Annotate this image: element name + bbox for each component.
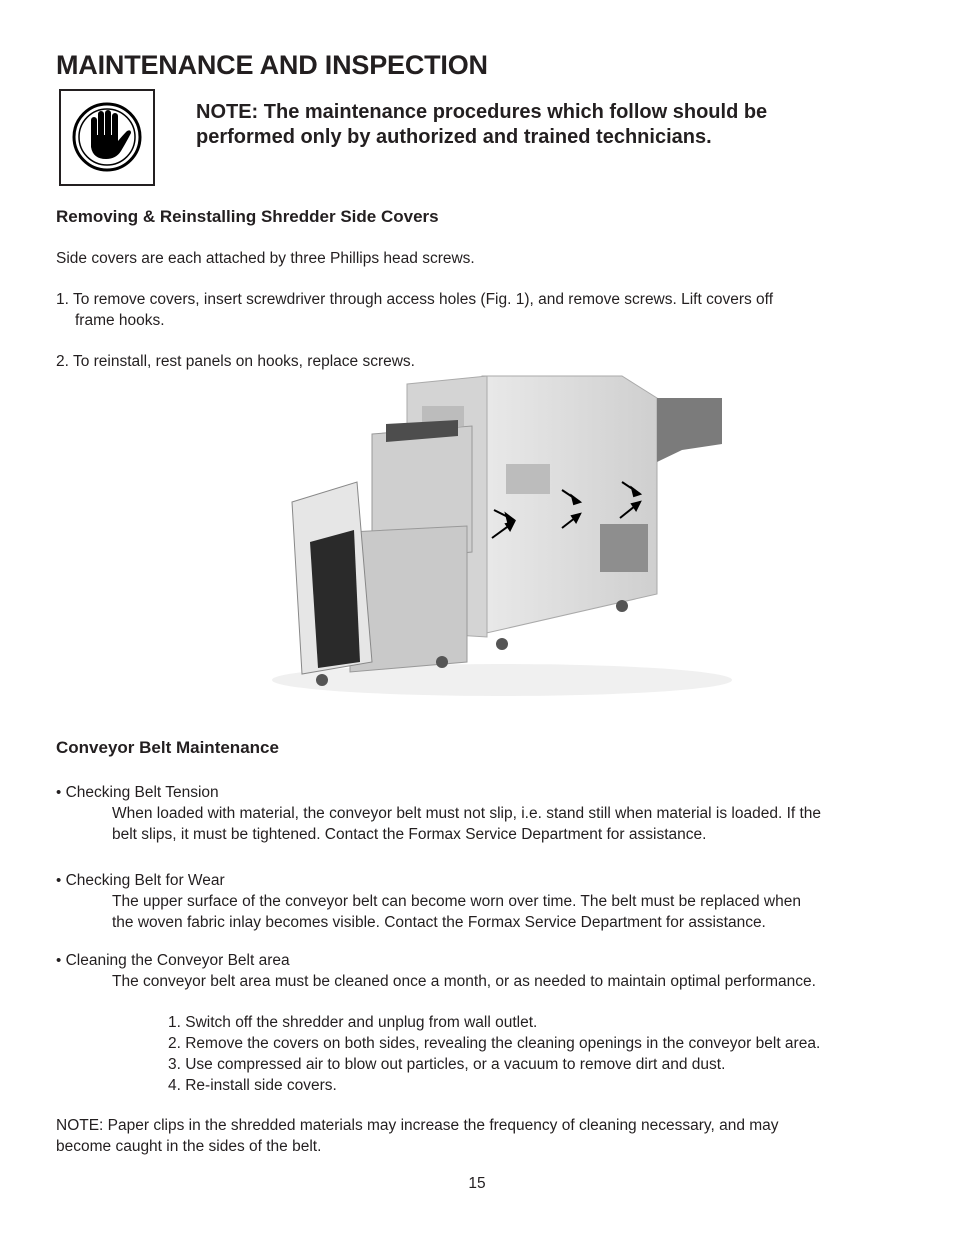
belt-wear-item — [56, 870, 225, 891]
belt-tension-item — [56, 782, 219, 803]
cleaning-step: 2. Remove the covers on both sides, revealing the cleaning openings in the conveyor belt area. — [168, 1035, 821, 1052]
authorized-technician-note — [196, 100, 876, 150]
note-line-1: NOTE: The maintenance procedures which follow should be — [196, 101, 768, 123]
belt-tension-title: Checking Belt Tension — [65, 784, 219, 801]
shredder-photo — [262, 362, 738, 702]
remove-covers-step — [56, 289, 916, 331]
final-note-line1: NOTE: Paper clips in the shredded materials may increase the frequency of cleaning necessary, and may — [56, 1117, 779, 1134]
belt-wear-line2: the woven fabric inlay becomes visible. Contact the Formax Service Department for assistance. — [112, 914, 766, 931]
bullet: • — [56, 872, 62, 889]
note-line-2: performed only by authorized and trained technicians. — [196, 126, 712, 148]
cleaning-steps-list — [168, 1012, 928, 1096]
belt-wear-line1: The upper surface of the conveyor belt can become worn over time. The belt must be replaced when — [112, 893, 801, 910]
page-title: MAINTENANCE AND INSPECTION — [56, 50, 488, 80]
step1-line2: frame hooks. — [75, 312, 165, 329]
stop-hand-icon — [61, 91, 153, 184]
bullet: • — [56, 784, 62, 801]
side-covers-heading: Removing & Reinstalling Shredder Side Covers — [56, 207, 439, 226]
belt-wear-text — [112, 891, 932, 933]
warning-box — [59, 89, 155, 186]
step1-line1: 1. To remove covers, insert screwdriver through access holes (Fig. 1), and remove screws. Lift covers off — [56, 291, 774, 308]
belt-cleaning-item — [56, 950, 290, 971]
belt-tension-line2: belt slips, it must be tightened. Contact the Formax Service Department for assistance. — [112, 826, 707, 843]
cleaning-step: 3. Use compressed air to blow out particles, or a vacuum to remove dirt and dust. — [168, 1056, 726, 1073]
belt-cleaning-text: The conveyor belt area must be cleaned once a month, or as needed to maintain optimal performance. — [112, 973, 816, 990]
belt-wear-title: Checking Belt for Wear — [65, 872, 225, 889]
cleaning-step: 1. Switch off the shredder and unplug from wall outlet. — [168, 1014, 538, 1031]
final-note-line2: become caught in the sides of the belt. — [56, 1138, 322, 1155]
reinstall-covers-step: 2. To reinstall, rest panels on hooks, replace screws. — [56, 353, 415, 370]
bullet: • — [56, 952, 62, 969]
paper-clips-note — [56, 1115, 916, 1157]
page-number: 15 — [468, 1175, 486, 1192]
cleaning-step: 4. Re-install side covers. — [168, 1077, 337, 1094]
conveyor-belt-heading: Conveyor Belt Maintenance — [56, 738, 279, 757]
side-covers-intro: Side covers are each attached by three Phillips head screws. — [56, 250, 475, 267]
belt-cleaning-title: Cleaning the Conveyor Belt area — [65, 952, 290, 969]
belt-tension-text — [112, 803, 932, 845]
belt-tension-line1: When loaded with material, the conveyor belt must not slip, i.e. stand still when material is loaded. If the — [112, 805, 822, 822]
